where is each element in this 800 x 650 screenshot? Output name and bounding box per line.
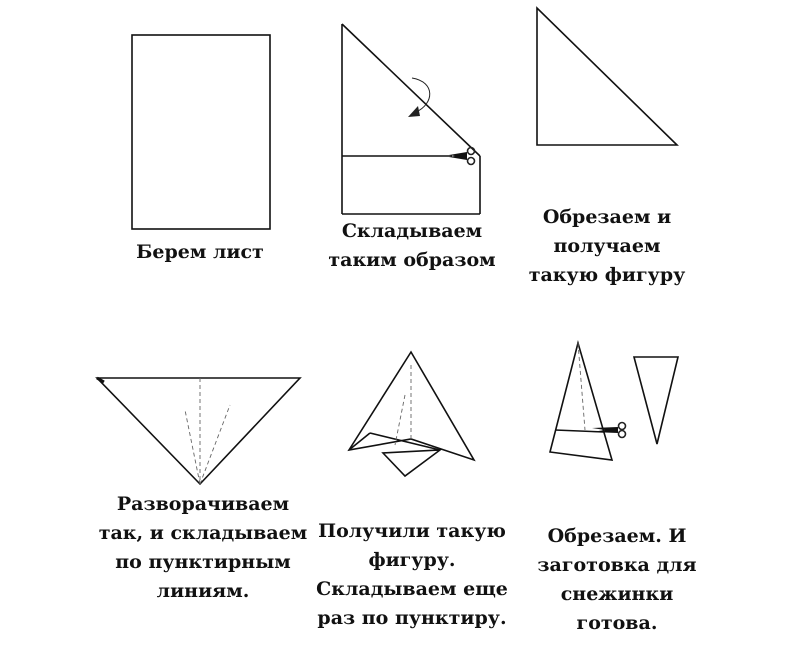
caption-step1: Берем лист	[136, 241, 264, 263]
scissors-icon	[592, 423, 626, 438]
scissors-icon	[449, 148, 475, 165]
caption-step2: Складываем таким образом	[328, 220, 496, 271]
step2-folded-sheet	[342, 24, 480, 214]
caption-step5: Получили такую фигуру. Складываем еще раз по пунктиру.	[316, 520, 508, 629]
step6-result-triangle	[634, 357, 678, 444]
step4-unfolded-triangle	[97, 378, 300, 484]
caption-step6: Обрезаем. И заготовка для снежинки готова.	[537, 525, 697, 634]
step1-sheet	[132, 35, 270, 229]
caption-step3: Обрезаем и получаем такую фигуру	[528, 206, 686, 286]
step6-cut-figure	[550, 343, 612, 460]
caption-step4: Разворачиваем так, и складываем по пунктирным линиям.	[98, 493, 308, 602]
step3-triangle	[537, 8, 677, 145]
step5-folded-figure	[349, 352, 474, 476]
